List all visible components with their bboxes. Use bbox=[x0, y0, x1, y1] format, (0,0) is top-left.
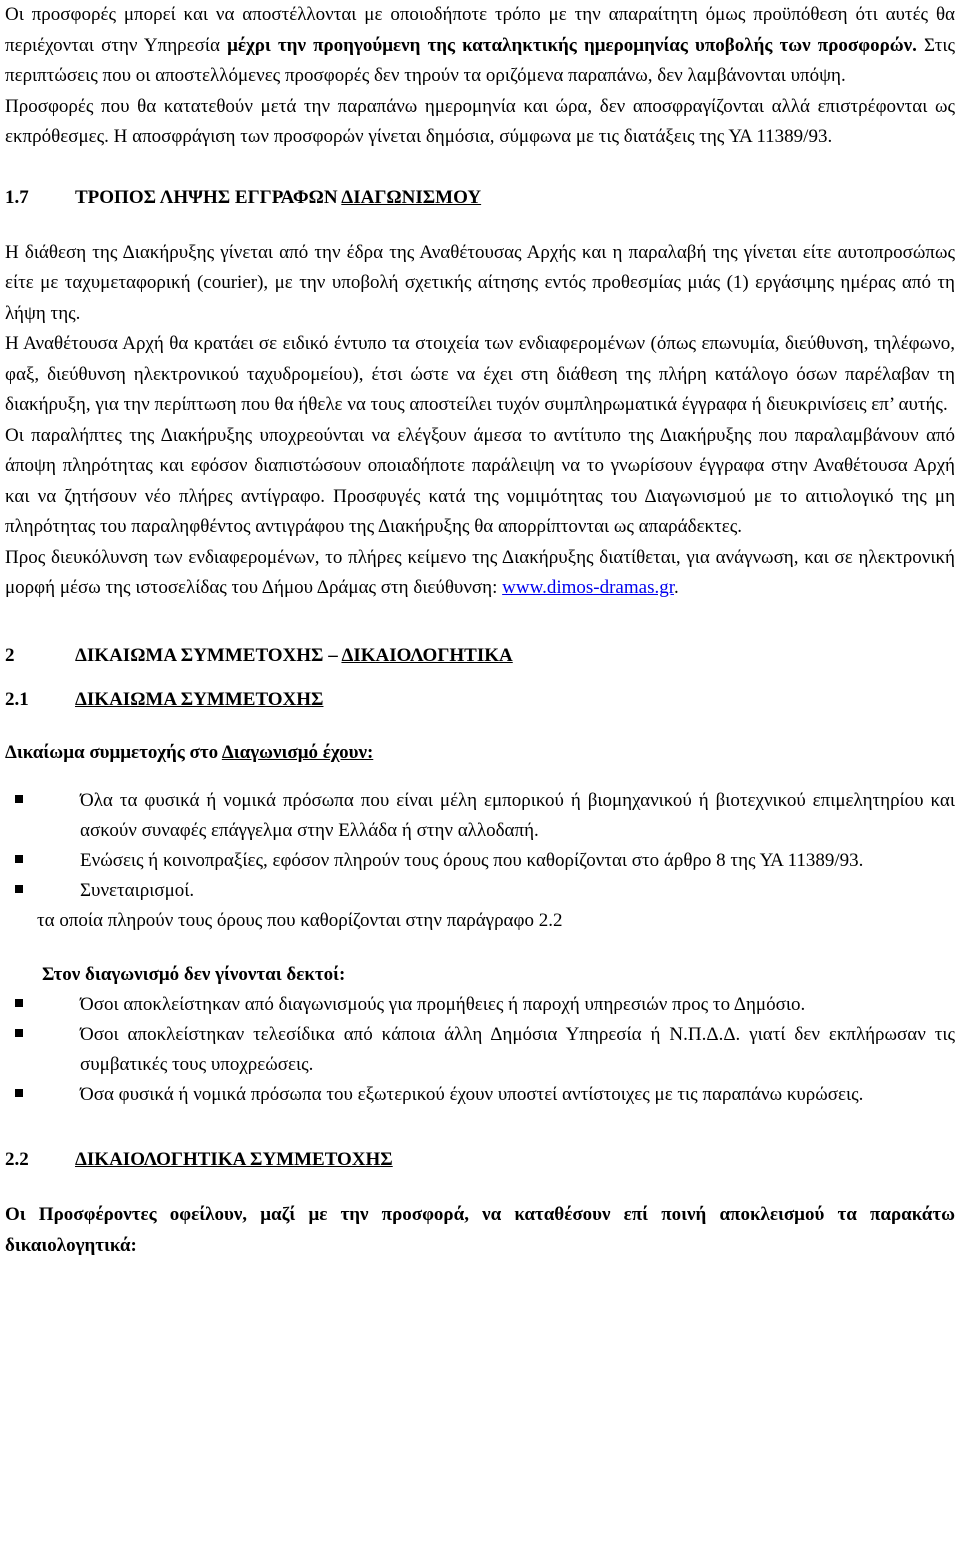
section-1-7-paragraph-2: Η Αναθέτουσα Αρχή θα κρατάει σε ειδικό έντυπο τα στοιχεία των ενδιαφερομένων (όπως επωνυμία, διεύθυνση, τηλέφωνο, φαξ, διεύθυνση ηλεκτρονικού ταχυδρομείου), έτσι ώστε να έχει στη διάθεση της πλήρη κατάλογο όσων παρέλαβαν τη διακήρυξη, για την περίπτωση που θα ήθελε να τους αποστείλει τυχόν συμπληρωματικά έγγραφα ή διευκρινίσεις επ’ αυτής. bbox=[5, 333, 955, 415]
excluded-subheading: Στον διαγωνισμό δεν γίνονται δεκτοί: bbox=[42, 963, 346, 985]
section-2-2-heading bbox=[5, 1146, 955, 1174]
intro-p1-text-a: Οι προσφορές μπορεί και να αποστέλλονται με οποιοδήποτε τρόπο με την απαραίτητη όμως προϋπόθεση ότι αυτές θα περιέχονται στην Υπηρεσία bbox=[5, 4, 955, 56]
dimos-dramas-link[interactable]: www.dimos-dramas.gr bbox=[502, 577, 674, 598]
section-2-heading bbox=[5, 642, 955, 670]
section-2-title-a: ΔΙΚΑΙΩΜΑ ΣΥΜΜΕΤΟΧΗΣ – bbox=[75, 644, 342, 666]
link-end-period: . bbox=[674, 577, 679, 598]
section-2-title bbox=[75, 642, 513, 670]
section-2-title-underlined: ΔΙΚΑΙΟΛΟΓΗΤΙΚΑ bbox=[341, 644, 513, 666]
eligible-item: Όλα τα φυσικά ή νομικά πρόσωπα που είναι μέλη εμπορικού ή βιομηχανικού ή βιοτεχνικού επιμελητηρίου και ασκούν συναφές επάγγελμα στην Ελλάδα ή στην αλλοδαπή. bbox=[80, 786, 955, 846]
intro-paragraph-2: Προσφορές που θα κατατεθούν μετά την παραπάνω ημερομηνία και ώρα, δεν αποσφραγίζονται αλλά επιστρέφονται ως εκπρόθεσμες. Η αποσφράγιση των προσφορών γίνεται δημόσια, σύμφωνα με τις διατάξεις της ΥΑ 11389/93. bbox=[5, 95, 955, 147]
section-2-number: 2 bbox=[5, 644, 15, 666]
eligible-conditions-note: τα οποία πληρούν τους όρους που καθορίζονται στην παράγραφο 2.2 bbox=[37, 910, 563, 931]
section-2-2-number: 2.2 bbox=[5, 1149, 29, 1170]
section-1-7-title bbox=[75, 184, 481, 212]
excluded-item: Όσα φυσικά ή νομικά πρόσωπα του εξωτερικού έχουν υποστεί αντίστοιχες με τις παραπάνω κυρώσεις. bbox=[80, 1080, 955, 1110]
eligible-item: Ενώσεις ή κοινοπραξίες, εφόσον πληρούν τους όρους που καθορίζονται στο άρθρο 8 της ΥΑ 11389/93. bbox=[80, 846, 955, 876]
section-1-7-title-a: ΤΡΟΠΟΣ ΛΗΨΗΣ ΕΓΓΡΑΦΩΝ bbox=[75, 186, 342, 208]
section-2-2-title: ΔΙΚΑΙΟΛΟΓΗΤΙΚΑ ΣΥΜΜΕΤΟΧΗΣ bbox=[75, 1149, 393, 1170]
section-1-7-title-underlined: ΔΙΑΓΩΝΙΣΜΟΥ bbox=[341, 186, 482, 208]
section-1-7-number: 1.7 bbox=[5, 186, 29, 208]
eligible-list bbox=[5, 786, 955, 906]
section-1-7-heading bbox=[5, 184, 955, 212]
participation-subheading-a: Δικαίωμα συμμετοχής στο bbox=[5, 741, 222, 763]
participation-subheading bbox=[5, 738, 955, 769]
section-2-1-number: 2.1 bbox=[5, 688, 29, 710]
section-1-7-paragraph-4 bbox=[5, 543, 955, 604]
section-1-7-p4-text: Προς διευκόλυνση των ενδιαφερομένων, το πλήρες κείμενο της Διακήρυξης διατίθεται, για ανάγνωση, και σε ηλεκτρονική μορφή μέσω της ιστοσελίδας του Δήμου Δράμας στη διεύθυνση: bbox=[5, 546, 955, 598]
intro-p1-bold: μέχρι την προηγούμενη της καταληκτικής ημερομηνίας υποβολής των προσφορών. bbox=[227, 34, 917, 56]
eligible-item: Συνεταιρισμοί. bbox=[80, 876, 955, 906]
document-page bbox=[5, 0, 955, 1261]
intro-paragraph-1 bbox=[5, 0, 955, 92]
section-2-1-title: ΔΙΚΑΙΩΜΑ ΣΥΜΜΕΤΟΧΗΣ bbox=[75, 688, 324, 710]
intro-p1-text-b: Στις περιπτώσεις που οι αποστελλόμενες προσφορές δεν τηρούν τα οριζόμενα παραπάνω, δεν λαμβάνονται υπόψη. bbox=[5, 34, 955, 86]
section-2-1-heading bbox=[5, 686, 955, 714]
excluded-item: Όσοι αποκλείστηκαν τελεσίδικα από κάποια άλλη Δημόσια Υπηρεσία ή Ν.Π.Δ.Δ. γιατί δεν εκπλήρωσαν τις συμβατικές τους υποχρεώσεις. bbox=[80, 1020, 955, 1080]
excluded-item: Όσοι αποκλείστηκαν από διαγωνισμούς για προμήθειες ή παροχή υπηρεσιών προς το Δημόσιο. bbox=[80, 990, 955, 1020]
section-1-7-paragraph-1: Η διάθεση της Διακήρυξης γίνεται από την έδρα της Αναθέτουσας Αρχής και η παραλαβή της γίνεται είτε αυτοπροσώπως είτε με ταχυμεταφορική (courier), με την υποβολή σχετικής αίτησης εντός προθεσμίας μιάς (1) εργάσιμης ημέρας από τη λήψη της. bbox=[5, 241, 955, 324]
section-2-2-intro: Οι Προσφέροντες οφείλουν, μαζί με την προσφορά, να καταθέσουν επί ποινή αποκλεισμού τα παρακάτω δικαιολογητικά: bbox=[5, 1204, 955, 1256]
participation-subheading-b: Διαγωνισμό έχουν: bbox=[221, 741, 374, 763]
section-1-7-paragraph-3: Οι παραλήπτες της Διακήρυξης υποχρεούνται να ελέγξουν άμεσα το αντίτυπο της Διακήρυξης που παραλαμβάνουν από άποψη πληρότητας και εφόσον διαπιστώσουν οποιαδήποτε παράλειψη να το γνωρίσουν έγγραφα στην Αναθέτουσα Αρχή και να ζητήσουν νέο πλήρες αντίγραφο. Προσφυγές κατά της νομιμότητας του Διαγωνισμού με το αιτιολογικό της μη πληρότητας του παραληφθέντος αντιγράφου της Διακήρυξης θα απορρίπτονται ως απαράδεκτες. bbox=[5, 424, 955, 537]
excluded-list bbox=[5, 990, 955, 1110]
